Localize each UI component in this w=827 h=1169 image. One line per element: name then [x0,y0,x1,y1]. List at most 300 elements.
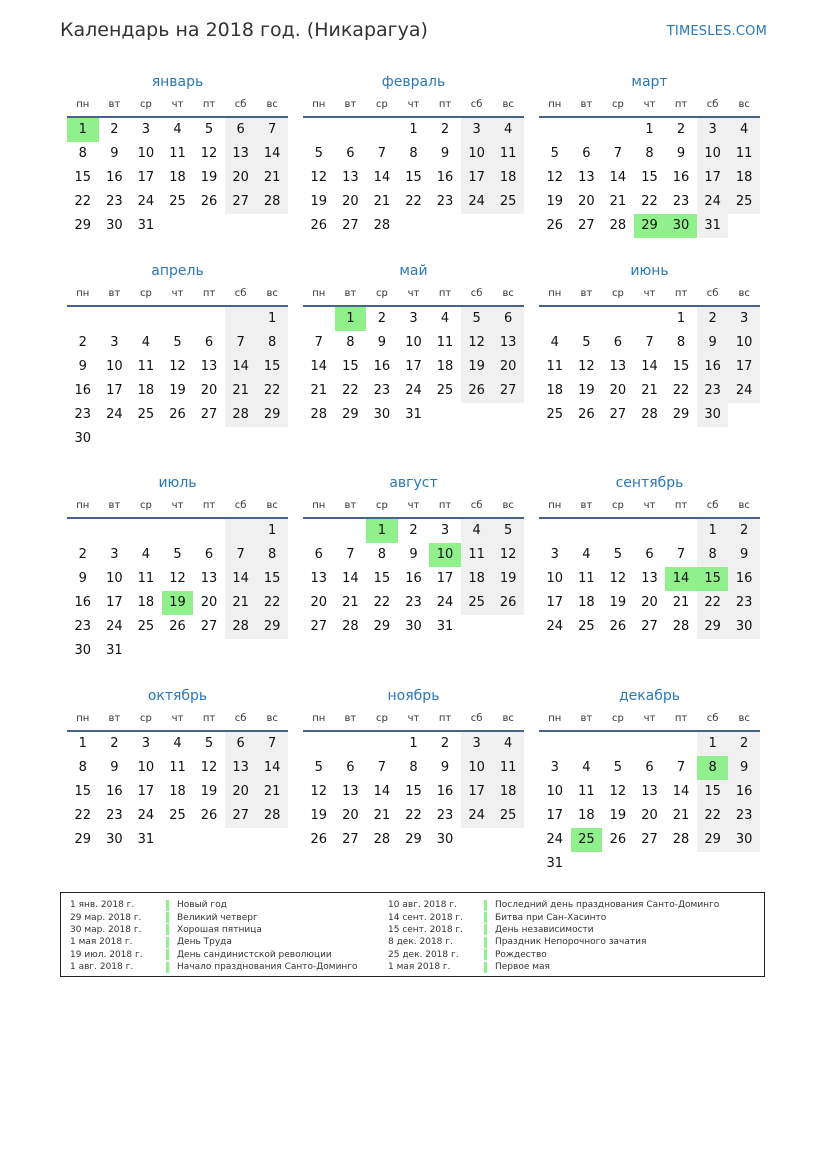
day-cell[interactable]: 15 [641,170,658,185]
day-cell[interactable]: 11 [137,571,155,586]
day-cell[interactable]: 21 [609,194,627,209]
day-cell[interactable]: 25 [546,407,564,422]
day-cell[interactable]: 16 [697,355,729,379]
day-cell[interactable]: 12 [578,359,595,374]
day-cell[interactable]: 3 [728,307,760,331]
day-cell[interactable]: 25 [492,804,524,828]
day-cell[interactable]: 8 [409,760,418,775]
day-cell[interactable]: 9 [377,335,387,350]
day-cell[interactable]: 11 [578,784,595,799]
day-cell[interactable]: 6 [314,547,323,562]
day-cell[interactable]: 10 [461,756,493,780]
day-cell[interactable]: 19 [578,383,595,398]
day-cell[interactable]: 5 [613,547,623,562]
day-cell[interactable]: 1 [78,736,87,751]
day-cell[interactable]: 5 [314,760,323,775]
day-cell[interactable]: 26 [169,619,186,634]
day-cell[interactable]: 15 [373,571,391,586]
day-cell[interactable]: 24 [106,407,123,422]
day-cell[interactable]: 25 [169,194,186,209]
day-cell[interactable]: 19 [310,808,328,823]
day-cell[interactable]: 10 [405,335,422,350]
day-cell[interactable]: 28 [310,407,328,422]
day-cell[interactable]: 25 [137,407,155,422]
day-cell[interactable]: 27 [609,407,627,422]
day-cell[interactable]: 27 [200,407,218,422]
day-cell[interactable]: 25 [492,190,524,214]
day-cell[interactable]: 6 [492,307,524,331]
day-cell[interactable]: 12 [546,170,564,185]
day-cell[interactable]: 4 [461,519,493,543]
day-cell[interactable]: 30 [697,403,729,427]
day-cell[interactable]: 20 [225,166,257,190]
day-cell[interactable]: 22 [342,383,359,398]
day-cell[interactable]: 14 [373,784,391,799]
day-cell[interactable]: 12 [609,571,627,586]
day-cell[interactable]: 13 [310,571,328,586]
day-cell[interactable]: 24 [461,804,493,828]
day-cell[interactable]: 24 [137,194,155,209]
day-cell[interactable]: 26 [200,808,218,823]
day-cell[interactable]: 15 [342,359,359,374]
day-cell[interactable]: 9 [440,760,450,775]
day-cell[interactable]: 30 [405,619,422,634]
day-cell[interactable]: 10 [461,142,493,166]
day-cell[interactable]: 13 [609,359,627,374]
day-cell[interactable]: 21 [672,808,690,823]
day-cell[interactable]: 27 [225,190,257,214]
day-cell[interactable]: 26 [609,619,627,634]
day-cell[interactable]: 11 [461,543,493,567]
day-cell[interactable]: 2 [676,122,686,137]
day-cell[interactable]: 26 [492,591,524,615]
day-cell[interactable]: 22 [256,591,288,615]
day-cell[interactable]: 22 [74,808,92,823]
day-cell[interactable]: 26 [310,218,328,233]
day-cell[interactable]: 26 [609,832,627,847]
day-cell[interactable]: 6 [225,732,257,756]
day-cell[interactable]: 2 [728,519,760,543]
day-cell[interactable]: 8 [346,335,355,350]
day-cell[interactable]: 12 [169,571,186,586]
day-cell[interactable]: 3 [110,547,119,562]
day-cell[interactable]: 30 [106,218,123,233]
day-cell[interactable]: 22 [74,194,92,209]
day-cell[interactable]: 13 [342,784,359,799]
day-cell[interactable]: 1 [697,519,729,543]
day-cell[interactable]: 22 [405,194,422,209]
day-cell[interactable]: 31 [436,619,454,634]
day-cell-holiday[interactable]: 29 [634,214,666,238]
day-cell[interactable]: 23 [74,619,92,634]
day-cell[interactable]: 7 [346,547,355,562]
day-cell[interactable]: 29 [74,218,92,233]
day-cell[interactable]: 6 [613,335,623,350]
day-cell[interactable]: 9 [409,547,418,562]
day-cell[interactable]: 16 [106,170,123,185]
day-cell[interactable]: 3 [697,118,729,142]
day-cell[interactable]: 4 [582,760,591,775]
day-cell[interactable]: 14 [609,170,627,185]
day-cell[interactable]: 3 [110,335,119,350]
day-cell[interactable]: 1 [409,122,418,137]
day-cell[interactable]: 12 [169,359,186,374]
day-cell[interactable]: 7 [225,331,257,355]
day-cell[interactable]: 12 [310,170,328,185]
day-cell[interactable]: 26 [169,407,186,422]
day-cell[interactable]: 24 [728,379,760,403]
day-cell[interactable]: 8 [645,146,654,161]
day-cell[interactable]: 31 [546,856,564,871]
day-cell[interactable]: 18 [169,784,186,799]
day-cell[interactable]: 17 [405,359,422,374]
day-cell[interactable]: 28 [672,832,690,847]
day-cell[interactable]: 7 [645,335,654,350]
day-cell[interactable]: 17 [461,166,493,190]
day-cell[interactable]: 28 [342,619,359,634]
day-cell[interactable]: 1 [256,519,288,543]
day-cell[interactable]: 20 [641,808,658,823]
day-cell[interactable]: 28 [373,218,391,233]
day-cell[interactable]: 24 [697,190,729,214]
day-cell-holiday[interactable]: 1 [67,118,99,142]
day-cell[interactable]: 14 [256,756,288,780]
day-cell[interactable]: 16 [74,383,92,398]
day-cell[interactable]: 20 [492,355,524,379]
day-cell[interactable]: 20 [200,595,218,610]
day-cell[interactable]: 10 [697,142,729,166]
day-cell[interactable]: 15 [256,355,288,379]
day-cell[interactable]: 17 [106,383,123,398]
day-cell[interactable]: 22 [697,804,729,828]
day-cell[interactable]: 19 [461,355,493,379]
day-cell[interactable]: 27 [342,832,359,847]
day-cell[interactable]: 16 [672,170,690,185]
day-cell[interactable]: 26 [461,379,493,403]
day-cell[interactable]: 10 [728,331,760,355]
day-cell[interactable]: 24 [436,595,454,610]
day-cell[interactable]: 11 [169,760,186,775]
day-cell[interactable]: 5 [173,547,182,562]
day-cell[interactable]: 25 [169,808,186,823]
day-cell[interactable]: 13 [200,359,218,374]
day-cell[interactable]: 27 [200,619,218,634]
day-cell[interactable]: 28 [256,804,288,828]
day-cell[interactable]: 4 [582,547,591,562]
day-cell[interactable]: 22 [256,379,288,403]
day-cell[interactable]: 4 [173,736,182,751]
day-cell[interactable]: 12 [461,331,493,355]
day-cell[interactable]: 17 [106,595,123,610]
day-cell[interactable]: 6 [346,760,355,775]
day-cell[interactable]: 10 [546,784,564,799]
day-cell-holiday[interactable]: 1 [335,307,367,331]
day-cell[interactable]: 28 [225,615,257,639]
day-cell-holiday[interactable]: 19 [162,591,194,615]
day-cell[interactable]: 24 [546,832,564,847]
day-cell[interactable]: 16 [373,359,391,374]
day-cell[interactable]: 5 [582,335,591,350]
day-cell[interactable]: 3 [550,547,559,562]
day-cell[interactable]: 23 [436,808,454,823]
day-cell[interactable]: 11 [728,142,760,166]
day-cell[interactable]: 10 [106,571,123,586]
day-cell[interactable]: 7 [256,732,288,756]
day-cell[interactable]: 1 [256,307,288,331]
day-cell[interactable]: 4 [141,547,151,562]
day-cell[interactable]: 14 [225,567,257,591]
day-cell[interactable]: 1 [645,122,654,137]
day-cell-holiday[interactable]: 10 [429,543,461,567]
day-cell[interactable]: 31 [405,407,422,422]
day-cell[interactable]: 15 [256,567,288,591]
day-cell[interactable]: 24 [405,383,422,398]
day-cell[interactable]: 23 [405,595,422,610]
day-cell[interactable]: 17 [137,784,155,799]
day-cell[interactable]: 14 [256,142,288,166]
day-cell[interactable]: 3 [141,122,151,137]
day-cell[interactable]: 7 [377,760,387,775]
day-cell[interactable]: 8 [377,547,387,562]
day-cell[interactable]: 14 [310,359,328,374]
day-cell[interactable]: 7 [613,146,623,161]
day-cell[interactable]: 30 [728,615,760,639]
day-cell[interactable]: 21 [225,379,257,403]
day-cell[interactable]: 24 [106,619,123,634]
day-cell[interactable]: 15 [405,170,422,185]
day-cell[interactable]: 31 [137,832,155,847]
day-cell[interactable]: 26 [200,194,218,209]
day-cell[interactable]: 12 [310,784,328,799]
day-cell[interactable]: 22 [405,808,422,823]
day-cell[interactable]: 9 [728,756,760,780]
day-cell[interactable]: 11 [169,146,186,161]
day-cell[interactable]: 21 [256,780,288,804]
day-cell[interactable]: 30 [728,828,760,852]
day-cell[interactable]: 12 [200,760,218,775]
day-cell[interactable]: 2 [78,547,87,562]
day-cell[interactable]: 11 [492,756,524,780]
day-cell[interactable]: 29 [342,407,359,422]
day-cell[interactable]: 9 [697,331,729,355]
day-cell[interactable]: 8 [256,543,288,567]
day-cell[interactable]: 23 [697,379,729,403]
day-cell[interactable]: 25 [461,591,493,615]
day-cell[interactable]: 10 [546,571,564,586]
day-cell[interactable]: 30 [106,832,123,847]
day-cell[interactable]: 3 [461,732,493,756]
day-cell[interactable]: 9 [110,146,119,161]
day-cell[interactable]: 24 [546,619,564,634]
day-cell[interactable]: 21 [310,383,328,398]
day-cell[interactable]: 27 [492,379,524,403]
day-cell[interactable]: 14 [641,359,658,374]
day-cell[interactable]: 4 [141,335,151,350]
day-cell-holiday[interactable]: 30 [665,214,697,238]
day-cell[interactable]: 5 [314,146,323,161]
day-cell[interactable]: 16 [405,571,422,586]
day-cell[interactable]: 16 [106,784,123,799]
day-cell[interactable]: 20 [609,383,627,398]
day-cell[interactable]: 2 [409,523,418,538]
day-cell[interactable]: 21 [225,591,257,615]
day-cell[interactable]: 18 [492,780,524,804]
day-cell[interactable]: 2 [110,736,119,751]
day-cell[interactable]: 10 [137,760,155,775]
day-cell[interactable]: 20 [200,383,218,398]
day-cell[interactable]: 22 [373,595,391,610]
day-cell[interactable]: 5 [204,736,214,751]
day-cell[interactable]: 16 [436,784,454,799]
day-cell[interactable]: 18 [169,170,186,185]
day-cell[interactable]: 16 [728,567,760,591]
day-cell[interactable]: 17 [546,808,564,823]
day-cell[interactable]: 13 [578,170,595,185]
site-link[interactable]: TIMESLES.COM [666,24,767,39]
day-cell[interactable]: 5 [173,335,182,350]
day-cell[interactable]: 29 [697,828,729,852]
day-cell[interactable]: 5 [204,122,214,137]
day-cell[interactable]: 28 [225,403,257,427]
day-cell[interactable]: 11 [492,142,524,166]
day-cell[interactable]: 13 [225,756,257,780]
day-cell[interactable]: 6 [645,547,654,562]
day-cell[interactable]: 20 [342,808,359,823]
day-cell[interactable]: 30 [373,407,391,422]
day-cell[interactable]: 7 [377,146,387,161]
day-cell[interactable]: 5 [492,519,524,543]
day-cell[interactable]: 28 [609,218,627,233]
day-cell[interactable]: 29 [256,403,288,427]
day-cell[interactable]: 1 [409,736,418,751]
day-cell[interactable]: 15 [672,359,690,374]
day-cell[interactable]: 27 [342,218,359,233]
day-cell[interactable]: 19 [310,194,328,209]
day-cell[interactable]: 4 [492,732,524,756]
day-cell[interactable]: 21 [373,808,391,823]
day-cell[interactable]: 23 [74,407,92,422]
day-cell[interactable]: 25 [436,383,454,398]
day-cell[interactable]: 20 [578,194,595,209]
day-cell[interactable]: 19 [200,170,218,185]
day-cell[interactable]: 3 [440,523,450,538]
day-cell[interactable]: 25 [578,619,595,634]
day-cell[interactable]: 4 [550,335,559,350]
day-cell[interactable]: 28 [641,407,658,422]
day-cell[interactable]: 9 [676,146,686,161]
day-cell[interactable]: 29 [74,832,92,847]
day-cell[interactable]: 9 [440,146,450,161]
day-cell[interactable]: 9 [110,760,119,775]
day-cell[interactable]: 27 [641,619,658,634]
day-cell[interactable]: 6 [204,547,214,562]
day-cell[interactable]: 16 [728,780,760,804]
day-cell[interactable]: 21 [672,595,690,610]
day-cell[interactable]: 7 [676,547,686,562]
day-cell[interactable]: 1 [676,311,686,326]
day-cell[interactable]: 18 [461,567,493,591]
day-cell[interactable]: 17 [461,780,493,804]
day-cell[interactable]: 13 [641,571,658,586]
day-cell[interactable]: 5 [613,760,623,775]
day-cell[interactable]: 18 [728,166,760,190]
day-cell[interactable]: 6 [204,335,214,350]
day-cell[interactable]: 18 [578,595,595,610]
day-cell[interactable]: 12 [200,146,218,161]
day-cell[interactable]: 17 [546,595,564,610]
day-cell[interactable]: 19 [200,784,218,799]
day-cell[interactable]: 22 [672,383,690,398]
day-cell[interactable]: 11 [436,335,454,350]
day-cell-holiday[interactable]: 15 [697,567,729,591]
day-cell[interactable]: 13 [342,170,359,185]
day-cell[interactable]: 22 [641,194,658,209]
day-cell[interactable]: 13 [492,331,524,355]
day-cell[interactable]: 26 [310,832,328,847]
day-cell[interactable]: 23 [728,591,760,615]
day-cell[interactable]: 21 [641,383,658,398]
day-cell[interactable]: 12 [609,784,627,799]
day-cell[interactable]: 6 [225,118,257,142]
day-cell[interactable]: 4 [492,118,524,142]
day-cell[interactable]: 2 [78,335,87,350]
day-cell[interactable]: 10 [106,359,123,374]
day-cell[interactable]: 28 [256,190,288,214]
day-cell[interactable]: 13 [200,571,218,586]
day-cell[interactable]: 23 [436,194,454,209]
day-cell[interactable]: 21 [256,166,288,190]
day-cell[interactable]: 13 [641,784,658,799]
day-cell[interactable]: 19 [492,567,524,591]
day-cell[interactable]: 21 [342,595,359,610]
day-cell[interactable]: 17 [137,170,155,185]
day-cell[interactable]: 8 [78,146,87,161]
day-cell[interactable]: 21 [373,194,391,209]
day-cell[interactable]: 17 [728,355,760,379]
day-cell[interactable]: 25 [728,190,760,214]
day-cell[interactable]: 10 [137,146,155,161]
day-cell[interactable]: 14 [225,355,257,379]
day-cell[interactable]: 18 [578,808,595,823]
day-cell[interactable]: 30 [74,643,92,658]
day-cell[interactable]: 4 [728,118,760,142]
day-cell[interactable]: 3 [409,311,418,326]
day-cell[interactable]: 6 [582,146,591,161]
day-cell[interactable]: 7 [256,118,288,142]
day-cell[interactable]: 15 [74,784,92,799]
day-cell-holiday[interactable]: 8 [697,756,729,780]
day-cell[interactable]: 27 [225,804,257,828]
day-cell[interactable]: 26 [578,407,595,422]
day-cell[interactable]: 29 [672,407,690,422]
day-cell[interactable]: 18 [436,359,454,374]
day-cell[interactable]: 9 [728,543,760,567]
day-cell[interactable]: 20 [310,595,328,610]
day-cell[interactable]: 8 [697,543,729,567]
day-cell[interactable]: 9 [78,359,87,374]
day-cell[interactable]: 7 [676,760,686,775]
day-cell[interactable]: 11 [137,359,155,374]
day-cell[interactable]: 11 [578,571,595,586]
day-cell[interactable]: 30 [74,431,92,446]
day-cell[interactable]: 8 [676,335,686,350]
day-cell[interactable]: 12 [492,543,524,567]
day-cell[interactable]: 6 [645,760,654,775]
day-cell[interactable]: 22 [697,591,729,615]
day-cell[interactable]: 3 [461,118,493,142]
day-cell[interactable]: 4 [440,311,450,326]
day-cell[interactable]: 29 [256,615,288,639]
